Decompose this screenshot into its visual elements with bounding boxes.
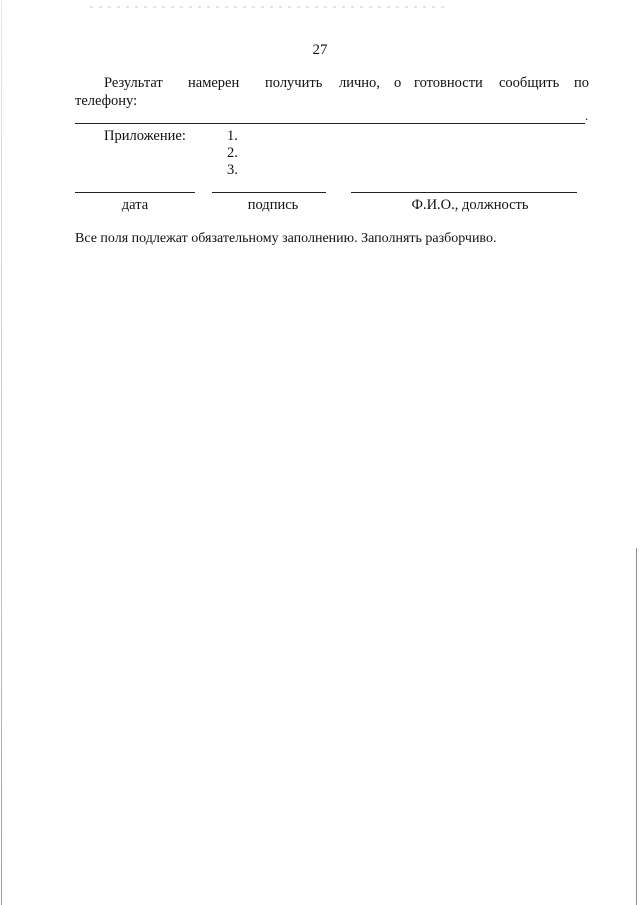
scan-edge-left: [1, 0, 2, 905]
signature-line: [212, 192, 326, 193]
date-caption: дата: [121, 197, 149, 213]
signature-caption: подпись: [247, 197, 299, 213]
result-trailing-mark: .: [585, 108, 589, 123]
result-word-4: лично,: [339, 75, 380, 91]
result-word-2: намерен: [188, 75, 240, 91]
result-word-5: о: [394, 75, 402, 91]
result-continuation: телефону:: [75, 93, 138, 109]
attachment-item-3: 3.: [227, 162, 238, 178]
result-word-7: сообщить: [499, 75, 560, 91]
result-word-6: готовности: [414, 75, 483, 91]
attachment-item-1: 1.: [227, 128, 238, 144]
result-word-8: по: [574, 75, 590, 91]
result-word-3: получить: [265, 75, 323, 91]
date-line: [75, 192, 195, 193]
scan-edge-right: [636, 548, 637, 905]
page-number: 27: [312, 42, 328, 58]
attachment-label: Приложение:: [104, 128, 186, 144]
result-fill-line: [75, 123, 585, 124]
name-caption: Ф.И.О., должность: [411, 197, 529, 213]
scan-noise-top: [90, 6, 450, 8]
name-line: [351, 192, 577, 193]
result-word-1: Результат: [104, 75, 163, 91]
attachment-item-2: 2.: [227, 145, 238, 161]
mandatory-note: Все поля подлежат обязательному заполнению. Заполнять разборчиво.: [75, 231, 497, 246]
